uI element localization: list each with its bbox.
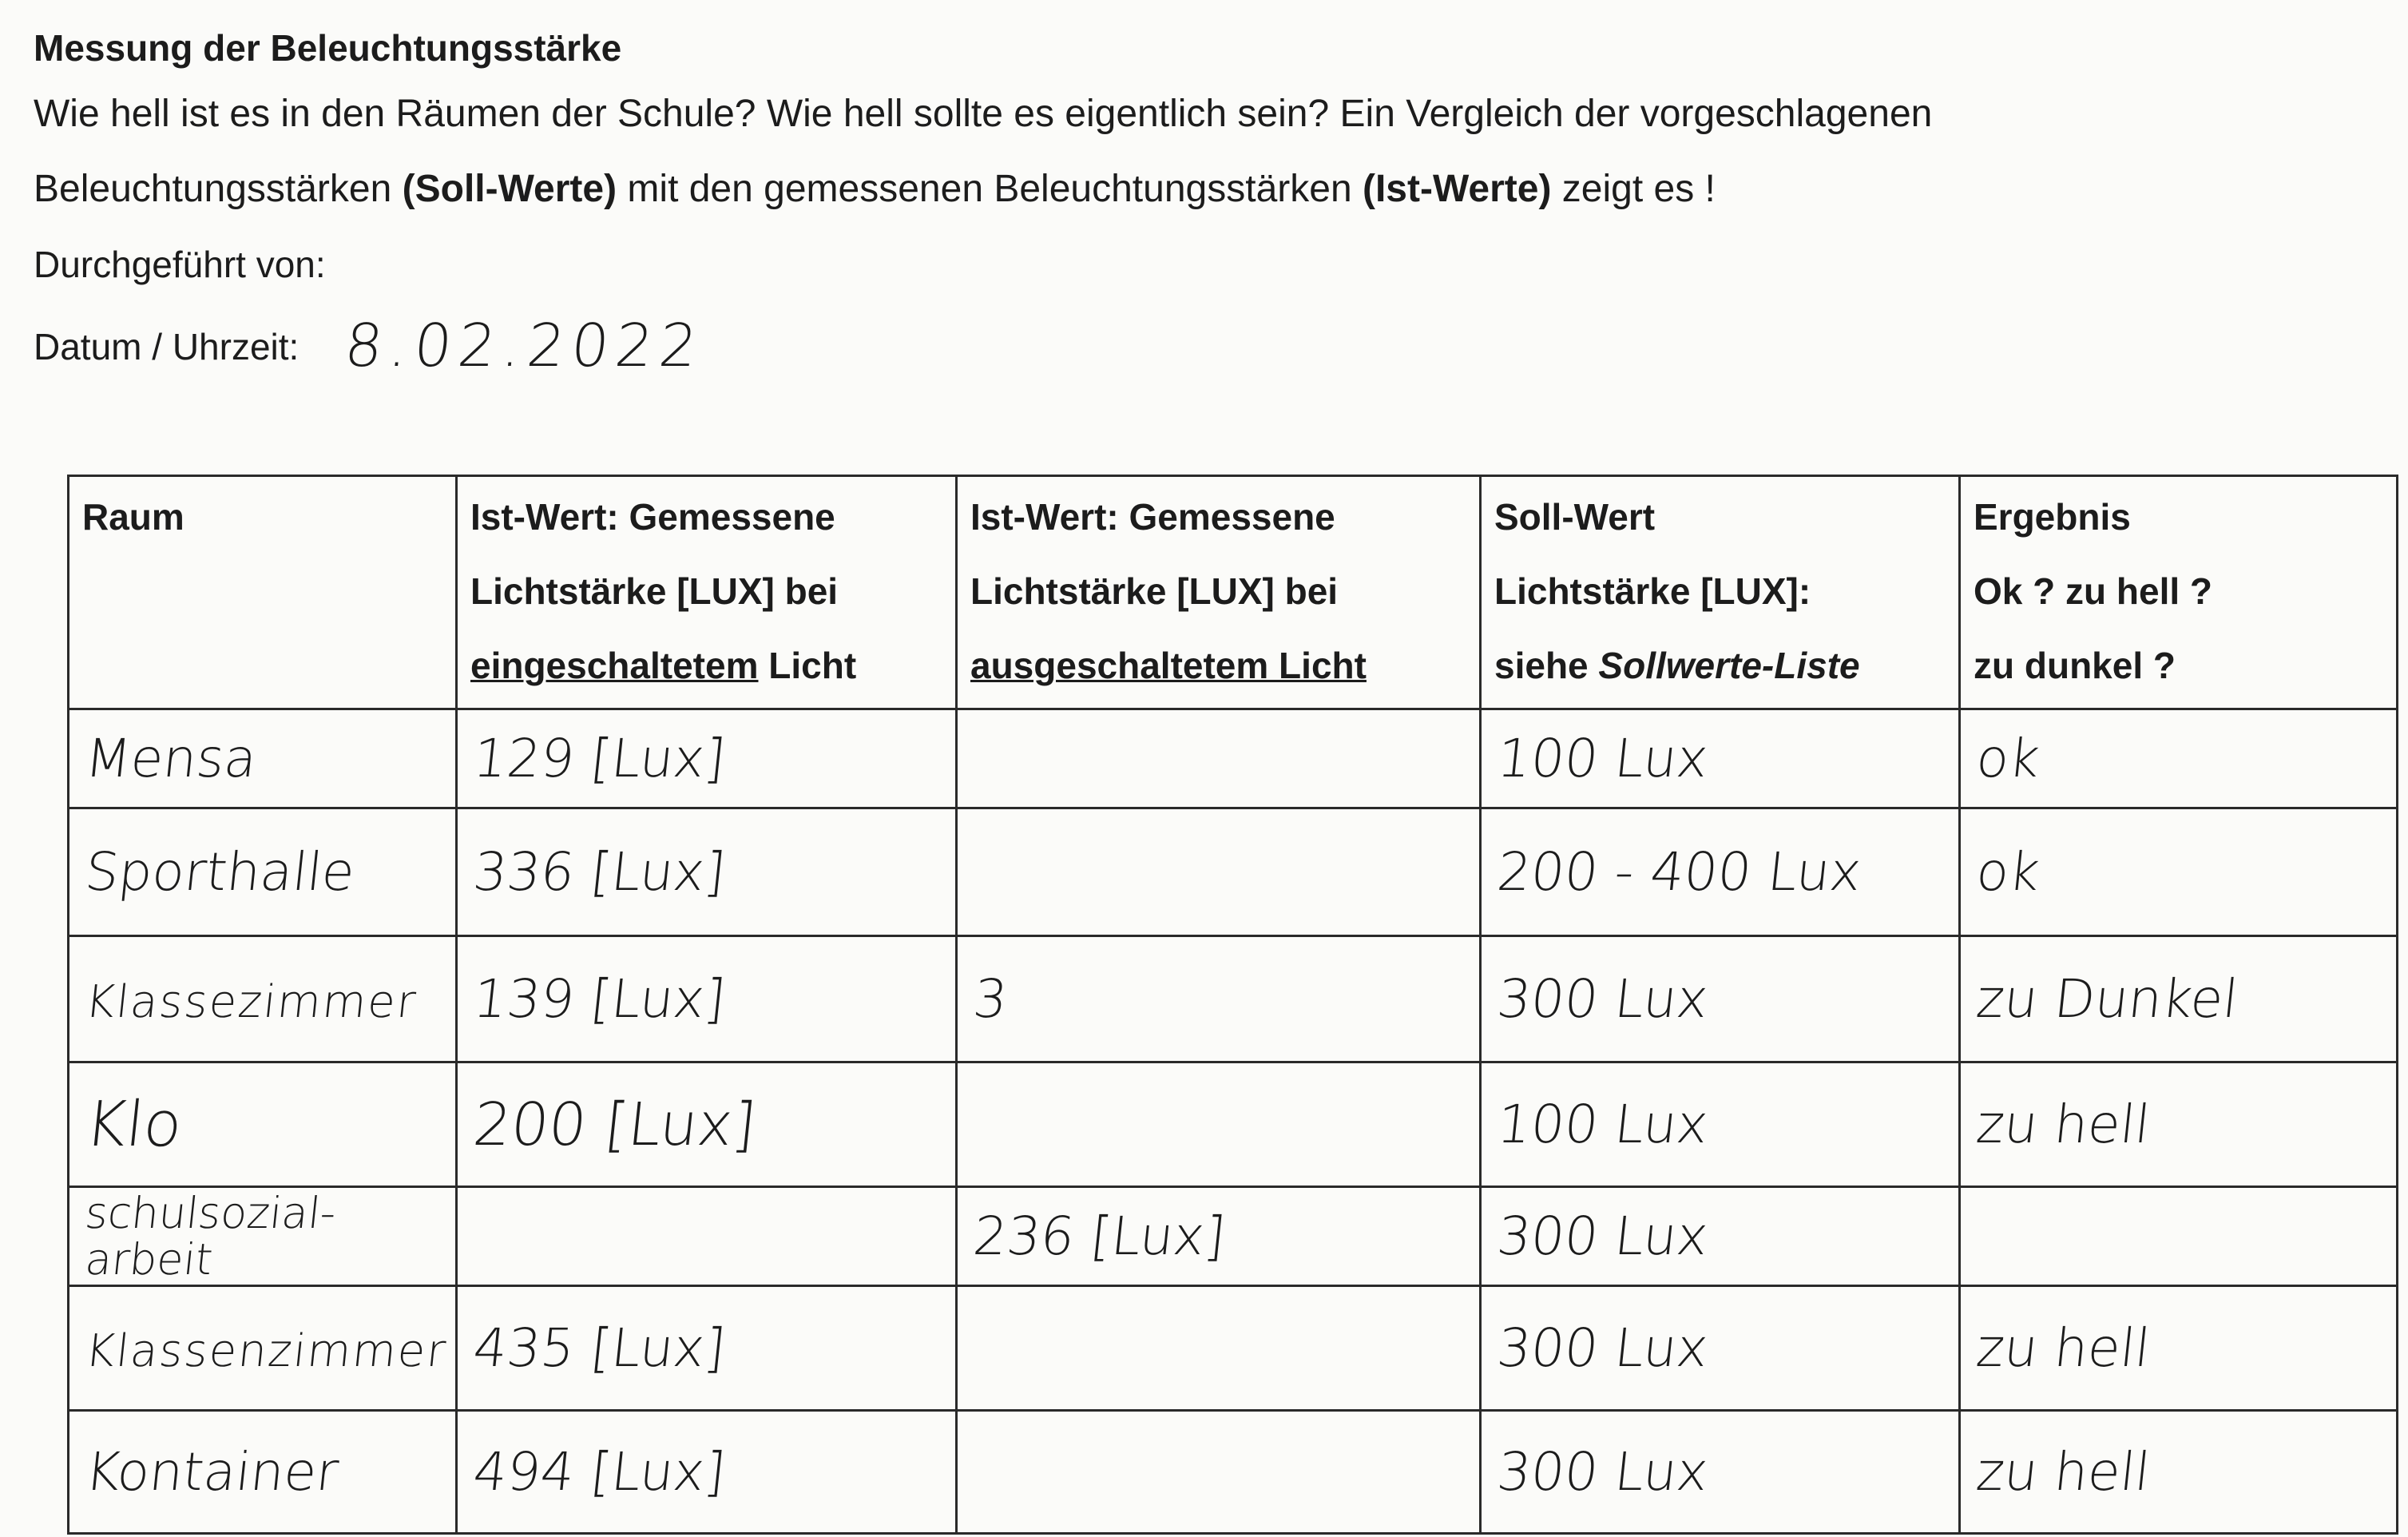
measurement-table-wrap xyxy=(67,475,2398,1535)
cell-ergebnis: zu hell xyxy=(1960,1286,2398,1411)
cell-ist-an: 435 [Lux] xyxy=(457,1286,957,1411)
cell-ist-aus xyxy=(957,1411,1481,1534)
cell-ist-aus: 3 xyxy=(957,936,1481,1062)
cell-soll: 200 - 400 Lux xyxy=(1481,808,1960,936)
col-header-raum: Raum xyxy=(69,476,457,709)
cell-soll: 300 Lux xyxy=(1481,1286,1960,1411)
col-header-soll: Soll-Wert Lichtstärke [LUX]: siehe Sollwerte-Liste xyxy=(1481,476,1960,709)
performed-by-label: Durchgeführt von: xyxy=(34,244,326,285)
date-line xyxy=(34,302,2350,384)
cell-ergebnis: zu hell xyxy=(1960,1062,2398,1187)
cell-soll: 300 Lux xyxy=(1481,936,1960,1062)
document-header xyxy=(34,19,2350,384)
cell-ergebnis: zu hell xyxy=(1960,1411,2398,1534)
intro-line-2: Beleuchtungsstärken (Soll-Werte) mit den gemessenen Beleuchtungsstärken (Ist-Werte) zeigt es ! xyxy=(34,168,1716,210)
cell-raum: schulsozial- arbeit xyxy=(69,1187,457,1286)
cell-ergebnis: ok xyxy=(1960,709,2398,808)
cell-soll: 100 Lux xyxy=(1481,1062,1960,1187)
table-row xyxy=(69,1286,2398,1411)
table-row xyxy=(69,709,2398,808)
table-header-row xyxy=(69,476,2398,709)
cell-raum: Mensa xyxy=(69,709,457,808)
cell-ist-an: 494 [Lux] xyxy=(457,1411,957,1534)
col-header-ergebnis: Ergebnis Ok ? zu hell ? zu dunkel ? xyxy=(1960,476,2398,709)
cell-ist-aus xyxy=(957,1062,1481,1187)
cell-soll: 300 Lux xyxy=(1481,1411,1960,1534)
cell-ist-an: 336 [Lux] xyxy=(457,808,957,936)
cell-ist-aus xyxy=(957,709,1481,808)
table-row xyxy=(69,1062,2398,1187)
cell-soll: 300 Lux xyxy=(1481,1187,1960,1286)
cell-ist-an: 129 [Lux] xyxy=(457,709,957,808)
cell-raum: Klassenzimmer xyxy=(69,1286,457,1411)
table-row xyxy=(69,1411,2398,1534)
cell-raum: Sporthalle xyxy=(69,808,457,936)
cell-ist-an xyxy=(457,1187,957,1286)
date-label: Datum / Uhrzeit: xyxy=(34,326,300,367)
measurement-table xyxy=(67,475,2398,1535)
page-title: Messung der Beleuchtungsstärke xyxy=(34,27,622,69)
cell-ist-aus xyxy=(957,808,1481,936)
table-row xyxy=(69,936,2398,1062)
cell-ist-an: 139 [Lux] xyxy=(457,936,957,1062)
date-value: 8.02.2022 xyxy=(341,312,708,380)
cell-ist-an: 200 [Lux] xyxy=(457,1062,957,1187)
table-row xyxy=(69,808,2398,936)
cell-raum: Kontainer xyxy=(69,1411,457,1534)
cell-ergebnis xyxy=(1960,1187,2398,1286)
cell-ist-aus: 236 [Lux] xyxy=(957,1187,1481,1286)
table-row xyxy=(69,1187,2398,1286)
cell-ergebnis: zu Dunkel xyxy=(1960,936,2398,1062)
intro-line-1: Wie hell ist es in den Räumen der Schule? Wie hell sollte es eigentlich sein? Ein Vergleich der vorgeschlagenen xyxy=(34,93,1933,135)
cell-ist-aus xyxy=(957,1286,1481,1411)
cell-ergebnis: ok xyxy=(1960,808,2398,936)
col-header-ist-ausgeschaltet: Ist-Wert: Gemessene Lichtstärke [LUX] bei ausgeschaltetem Licht xyxy=(957,476,1481,709)
cell-raum: Klassezimmer xyxy=(69,936,457,1062)
cell-raum: Klo xyxy=(69,1062,457,1187)
col-header-ist-eingeschaltet: Ist-Wert: Gemessene Lichtstärke [LUX] bei eingeschaltetem Licht xyxy=(457,476,957,709)
cell-soll: 100 Lux xyxy=(1481,709,1960,808)
